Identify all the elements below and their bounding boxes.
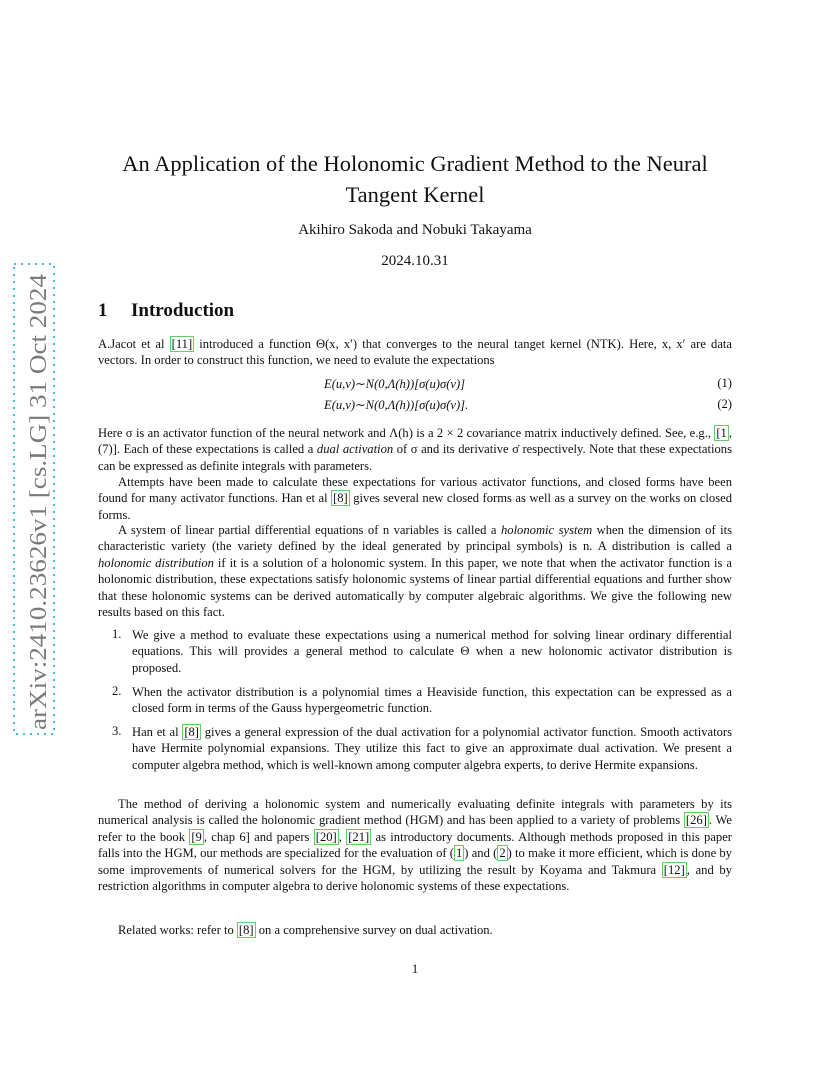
text: Han et al — [132, 725, 183, 739]
citation-link[interactable]: [20] — [315, 829, 337, 844]
text: Here σ is an activator function of the neural network and Λ(h) is a 2 × 2 covariance matrix inductively defined. See, e.g., — [98, 426, 715, 440]
text: if it is a solution of a holonomic system. In this paper, we note that when the activator function is a holonomic distribution, these expectations satisfy holonomic systems of linear partial differential equations and further show that these holonomic systems can be derived automatically by computer algebraic algorithms. We give the following new results based on this fact. — [98, 555, 733, 620]
arxiv-stamp — [12, 262, 56, 736]
equation-link[interactable]: 2 — [499, 846, 506, 861]
date: 2024.10.31 — [381, 253, 449, 269]
text: gives several new closed forms as well as a survey on the works on closed forms. — [98, 491, 732, 522]
citation-link[interactable]: [21] — [348, 829, 370, 844]
text: , and by restriction algorithms in computer algebra to derive holonomic systems of these expectations. — [98, 862, 732, 894]
equation-2-number: (2) — [717, 397, 732, 411]
list-item-1 — [98, 627, 732, 676]
citation-link[interactable]: [9 — [191, 829, 202, 844]
citation-link[interactable]: [8] — [184, 725, 199, 739]
citation-link[interactable]: [8] — [238, 923, 254, 937]
list-number: 2. — [112, 684, 122, 698]
emphasis: holonomic distribution — [98, 555, 214, 570]
citation-link[interactable]: [12] — [663, 862, 685, 877]
authors: Akihiro Sakoda and Nobuki Takayama — [298, 222, 532, 238]
arxiv-stamp-text: arXiv:2410.23626v1 [cs.LG] 31 Oct 2024 — [26, 326, 52, 730]
text: , (7)]. Each of these expectations is called a — [98, 426, 732, 457]
title-line-1: An Application of the Holonomic Gradient Method to the Neural — [122, 151, 708, 176]
list-text: When the activator distribution is a polynomial times a Heaviside function, this expectation can be expressed as a closed form in terms of the Gauss hypergeometric function. — [132, 685, 732, 716]
paragraph-5 — [98, 796, 732, 894]
section-heading — [98, 300, 234, 322]
citation-link[interactable]: [11] — [171, 337, 193, 351]
list-item-2 — [98, 684, 732, 717]
paragraph-3 — [98, 474, 732, 523]
equation-2-body: E(u,v)∼N(0,Λ(h))[σ̇(u)σ̇(v)]. — [324, 398, 469, 412]
section-number: 1 — [98, 300, 108, 321]
page-number: 1 — [411, 962, 419, 976]
list-number: 3. — [112, 724, 122, 738]
text: , — [338, 829, 347, 844]
paragraph-6 — [98, 922, 732, 938]
equation-1-number: (1) — [717, 376, 732, 390]
text: of σ and its derivative σ̇ respectively. Note that these expectations can be expressed as definite integrals with parameters. — [98, 442, 732, 473]
equation-1-body: E(u,v)∼N(0,Λ(h))[σ(u)σ(v)] — [324, 377, 466, 391]
text: Related works: refer to — [118, 923, 237, 937]
list-number: 1. — [112, 627, 122, 641]
text: ) and ( — [464, 846, 498, 861]
equation-1 — [98, 376, 732, 394]
paragraph-2 — [98, 425, 732, 474]
title-line-2: Tangent Kernel — [345, 182, 485, 207]
text: , chap 6] and papers — [203, 829, 314, 844]
text: introduced a function Θ(x, x′) that converges to the neural tanget kernel (NTK). Here, x, x′ are data vectors. In order to construct this function, we need to evalute the expectations — [98, 337, 732, 368]
paper-title — [98, 148, 732, 210]
text: A.Jacot et al — [98, 337, 170, 351]
paragraph-1 — [98, 336, 732, 369]
text: when the dimension of its characteristic variety (the variety defined by the ideal generated by principal symbols) is n. A distribution is called a — [98, 523, 732, 554]
text: . We refer to the book — [98, 813, 732, 844]
citation-link[interactable]: [26] — [685, 813, 707, 828]
citation-link[interactable]: [8] — [333, 491, 348, 506]
text: as introductory documents. Although methods proposed in this paper falls into the HGM, our methods are specialized for the evaluation of ( — [98, 829, 732, 861]
citation-link[interactable]: [1 — [716, 426, 727, 440]
emphasis: holonomic system — [500, 523, 593, 537]
text: Attempts have been made to calculate these expectations for various activator functions, and closed forms have been found for many activator functions. Han et al — [98, 475, 732, 506]
list-item-3 — [98, 724, 732, 773]
list-text — [132, 724, 732, 773]
list-text: We give a method to evaluate these expectations using a numerical method for solving linear ordinary differential equations. This will provides a general method to calculate Θ when a new holonomic activator distribution is proposed. — [132, 628, 732, 675]
text: on a comprehensive survey on dual activation. — [255, 923, 493, 937]
paragraph-4 — [98, 522, 732, 620]
section-title: Introduction — [131, 300, 235, 321]
emphasis: dual activation — [316, 442, 394, 457]
text: The method of deriving a holonomic system and numerically evaluating definite integrals with parameters by its numerical analysis is called the holonomic gradient method (HGM) and has been applied to a variety of problems — [98, 797, 732, 828]
equation-link[interactable]: 1 — [455, 846, 463, 861]
equation-2 — [98, 397, 732, 415]
text: A system of linear partial differential equations of n variables is called a — [118, 523, 501, 537]
text: gives a general expression of the dual activation for a polynomial activator function. Smooth activators have Hermite polynomial expansions. They utilize this fact to give an approximate dual activation. We present a computer algebra method, which is well-known among computer algebra experts, to derive Hermite expansions. — [132, 725, 732, 772]
text: ) to make it more efficient, which is done by some improvements of numerical solvers for the HGM, by utilizing the result by Koyama and Takmura — [98, 846, 732, 877]
